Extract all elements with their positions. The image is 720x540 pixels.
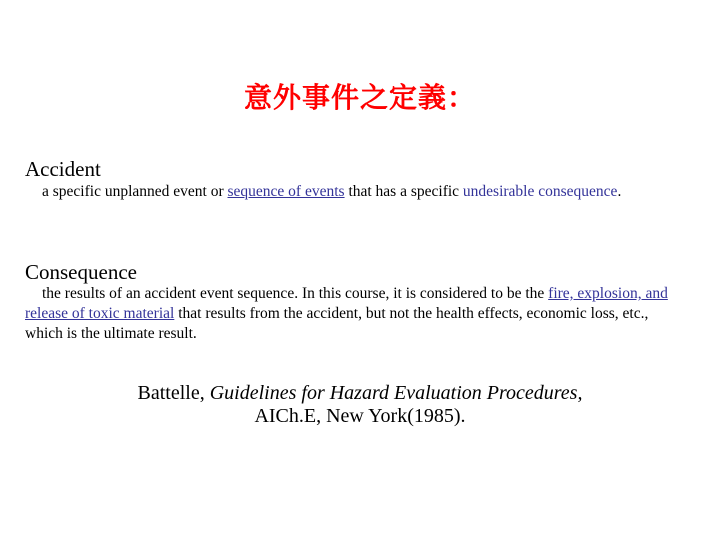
slide-title: 意外事件之定義： xyxy=(243,81,476,114)
accident-def-text-2: that has a specific xyxy=(344,183,463,200)
accident-term: Accident xyxy=(25,157,101,181)
source-author: Battelle, xyxy=(137,382,210,404)
consequence-term: Consequence xyxy=(25,260,137,284)
source-book-title: Guidelines for Hazard Evaluation Procedures, xyxy=(209,382,583,404)
accident-definition xyxy=(25,182,675,202)
source-publisher: AICh.E, New York(1985). xyxy=(254,405,466,427)
sequence-of-events-link[interactable]: sequence of events xyxy=(227,183,345,200)
accident-def-text-3: . xyxy=(617,183,622,200)
accident-def-text-1: a specific unplanned event or xyxy=(42,183,228,200)
consequence-def-text-2: that results from the accident, but not the health effects, economic loss, etc., which is the ultimate result. xyxy=(25,305,649,342)
consequence-definition xyxy=(25,284,675,344)
consequence-def-text-1: the results of an accident event sequence. In this course, it is considered to be the xyxy=(42,285,549,302)
fire-explosion-release-link[interactable]: fire, explosion, and release of toxic material xyxy=(25,285,668,322)
undesirable-consequence-text: undesirable consequence xyxy=(462,183,618,200)
source-citation xyxy=(0,382,720,428)
